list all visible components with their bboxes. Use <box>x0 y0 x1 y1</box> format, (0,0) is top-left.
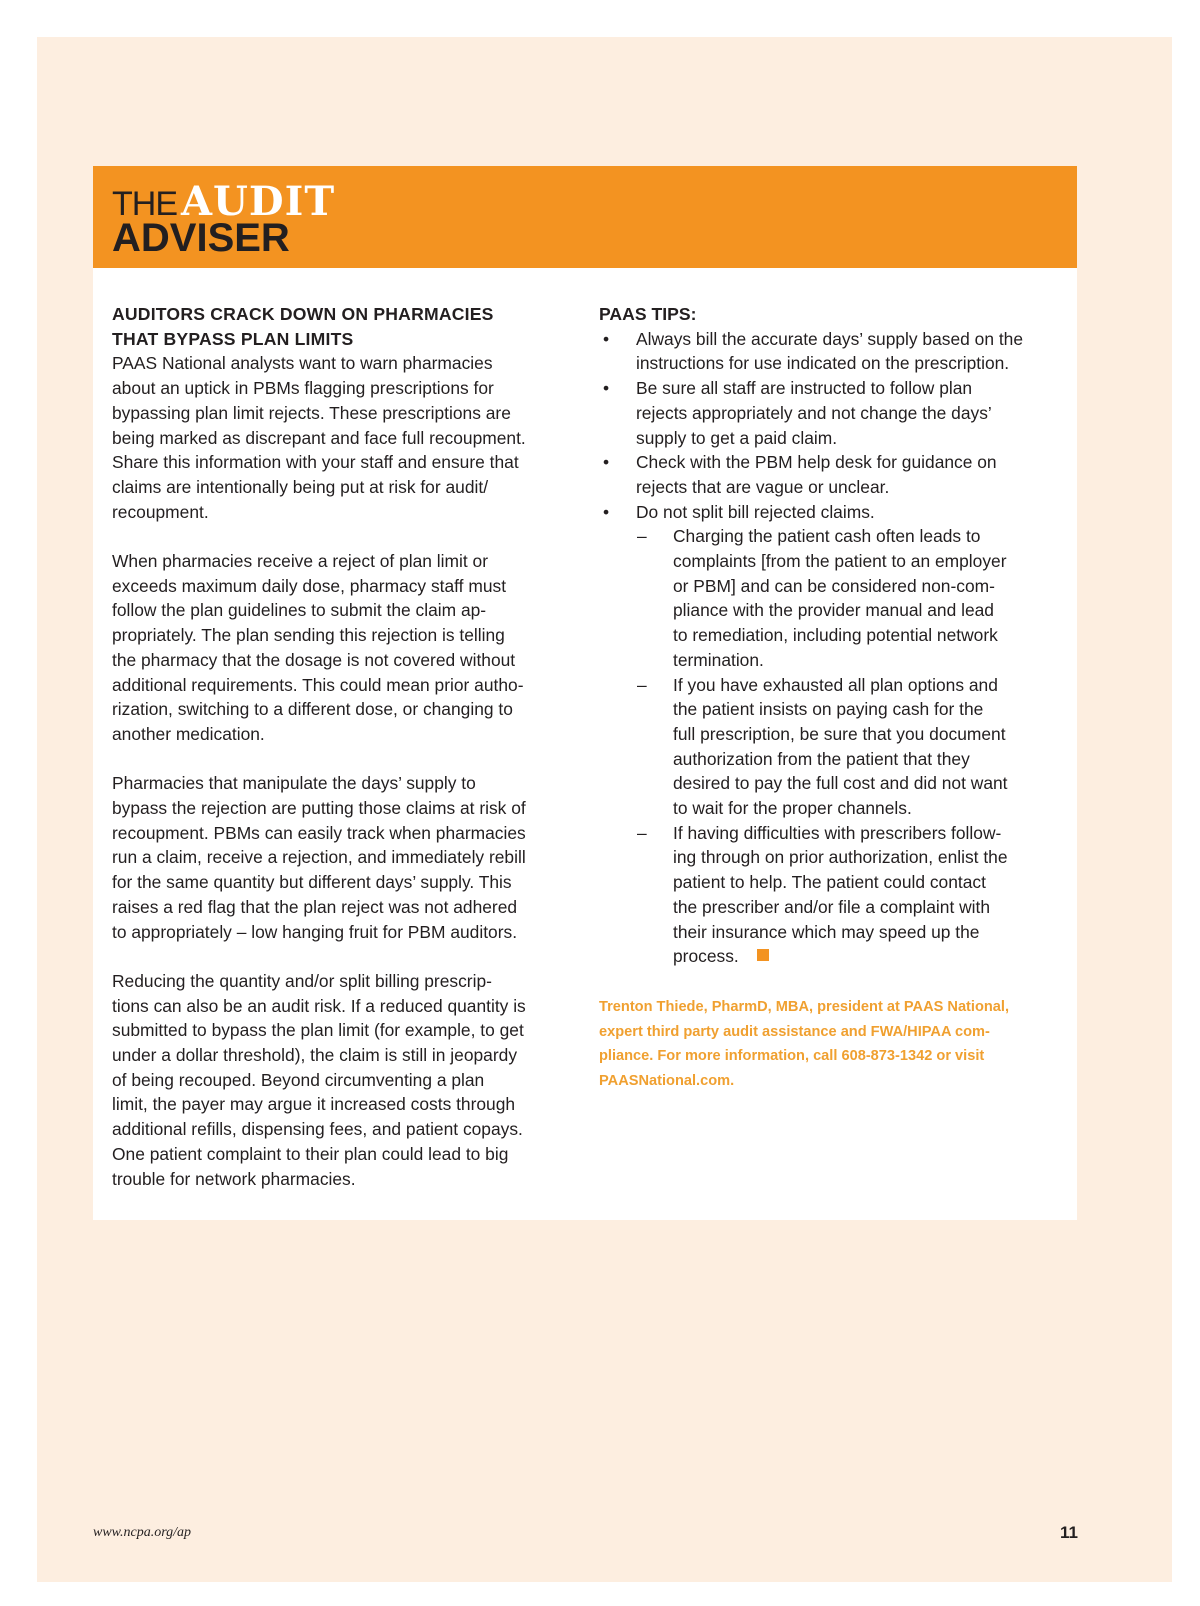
article-paragraph: Reducing the quantity and/or split billing prescrip- tions can also be an audit risk. If a reduced quantity is submitted to bypass the plan limit (for example, to get under a dollar threshold), the claim is still in jeopardy of being recouped. Beyond circumventing a plan limit, the payer may argue it increased costs through additional refills, dispensing fees, and patient copays. One patient complaint to their plan could lead to big trouble for network pharmacies. <box>112 970 526 1189</box>
tip-text: Do not split bill rejected claims. <box>636 501 875 522</box>
sub-tip-item <box>636 673 1064 821</box>
bullet-mark: • <box>603 328 610 349</box>
article-paragraph: Pharmacies that manipulate the days’ supply to bypass the rejection are putting those claims at risk of recoupment. PBMs can easily track when pharmacies run a claim, receive a rejection, and immediately rebill for the same quantity but different days’ supply. This raises a red flag that the plan reject was not adhered to appropriately – low hanging fruit for PBM auditors. <box>112 773 526 942</box>
sub-tips-list <box>636 524 1064 969</box>
paragraph-spacer <box>112 747 572 772</box>
tip-item <box>599 376 1064 450</box>
dash-mark: – <box>637 674 647 695</box>
tip-item <box>599 450 1064 499</box>
bullet-mark: • <box>603 378 610 399</box>
dash-mark: – <box>637 822 647 843</box>
title-adviser: ADVISER <box>112 216 290 260</box>
tips-column <box>599 302 1064 1094</box>
tip-text: Always bill the accurate days’ supply based on the instructions for use indicated on the prescription. <box>636 328 1024 374</box>
title-the: THE <box>112 185 177 223</box>
paragraph-spacer <box>112 944 572 969</box>
bullet-mark: • <box>603 501 610 522</box>
tip-item <box>599 500 1064 969</box>
author-bio: Trenton Thiede, PharmD, MBA, president at PAAS National, expert third party audit assistance and FWA/HIPAA com- pliance. For more information, call 608-873-1342 or visit PAASNational.com. <box>599 998 1010 1090</box>
article-paragraph: PAAS National analysts want to warn pharmacies about an uptick in PBMs flagging prescriptions for bypassing plan limit rejects. These prescriptions are being marked as discrepant and face full recoupment. Share this information with your staff and ensure that claims are intentionally being put at risk for audit/ recoupment. <box>112 353 526 522</box>
sub-tip-item <box>636 524 1064 672</box>
tips-list <box>599 327 1064 969</box>
page-number: 11 <box>1060 1523 1078 1542</box>
tip-text: Check with the PBM help desk for guidance on rejects that are vague or unclear. <box>636 452 997 497</box>
paragraph-spacer <box>112 524 572 549</box>
article-column <box>112 302 572 1191</box>
dash-mark: – <box>637 526 647 547</box>
title-audit: AUDIT <box>181 178 336 225</box>
sub-tip-text: If you have exhausted all plan options and the patient insists on paying cash for the full prescription, be sure that you document authorization from the patient that they desired to pay the full cost and did not want to wait for the proper channels. <box>673 674 1008 819</box>
tips-heading: PAAS TIPS: <box>599 304 697 324</box>
sub-tip-text: If having difficulties with prescribers follow- ing through on prior authorization, enlist the patient to help. The patient could contact the prescriber and/or file a complaint with their insurance which may speed up the process. <box>673 822 1008 967</box>
article-paragraph: When pharmacies receive a reject of plan limit or exceeds maximum daily dose, pharmacy staff must follow the plan guidelines to submit the claim ap- propriately. The plan sending this rejection is telling the pharmacy that the dosage is not covered without additional requirements. This could mean prior autho- rization, switching to a different dose, or changing to another medication. <box>112 551 524 744</box>
end-of-article-square-icon <box>757 949 769 961</box>
tip-text: Be sure all staff are instructed to follow plan rejects appropriately and not change the days’ supply to get a paid claim. <box>636 378 992 448</box>
sub-tip-item <box>636 821 1064 969</box>
bullet-mark: • <box>603 452 610 473</box>
footer-url: www.ncpa.org/ap <box>93 1525 192 1540</box>
section-title-top <box>112 178 336 225</box>
article-headline: AUDITORS CRACK DOWN ON PHARMACIES THAT BYPASS PLAN LIMITS <box>112 304 494 349</box>
tip-item <box>599 327 1064 376</box>
sub-tip-text: Charging the patient cash often leads to complaints [from the patient to an employer or PBM] and can be considered non-com- pliance with the provider manual and lead to remediation, including potential network termination. <box>673 526 1007 670</box>
